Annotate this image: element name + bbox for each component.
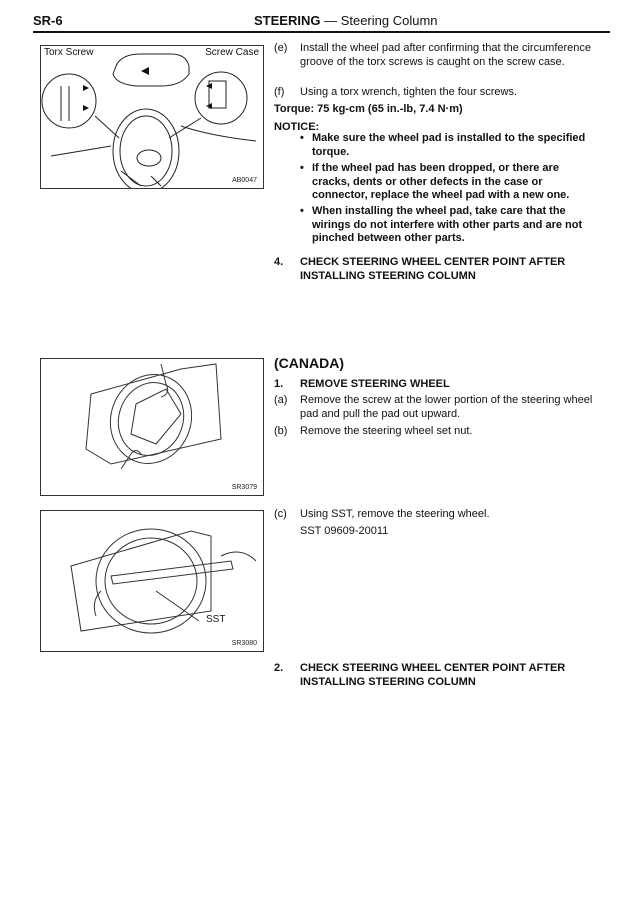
notice-item: • If the wheel pad has been dropped, or there are cracks, dents or other defects in the case or connector, replace the wheel pad with a new one. <box>300 162 570 201</box>
figure-code: SR3080 <box>231 640 257 647</box>
notice-item: • Make sure the wheel pad is installed to the specified torque. <box>300 132 586 158</box>
sst-number: SST 09609-20011 <box>300 525 389 537</box>
notice-item: • When installing the wheel pad, take care that the wirings do not interfere with other parts and are not pinched between other parts. <box>300 205 583 244</box>
section-title-bold: STEERING <box>254 13 321 28</box>
figure-code: AB0047 <box>232 177 257 184</box>
figure-torx-screw <box>40 45 264 189</box>
screw-case-label: Screw Case <box>205 47 259 58</box>
step-text: Using SST, remove the steering wheel. <box>300 508 490 520</box>
figure-remove-pad-drawing <box>41 359 263 495</box>
figure-remove-pad <box>40 358 264 496</box>
step-number: 1. <box>274 378 284 390</box>
step-b <box>274 425 595 439</box>
step-marker: (b) <box>274 425 288 437</box>
step-marker: (a) <box>274 394 288 406</box>
canada-title: (CANADA) <box>274 355 344 371</box>
step-marker: (e) <box>274 42 288 54</box>
step-a <box>274 394 595 421</box>
step-4 <box>274 256 600 283</box>
notice-text: If the wheel pad has been dropped, or there are cracks, dents or other defects in the case or connector, replace the wheel pad with a new one. <box>312 162 570 201</box>
step-heading: CHECK STEERING WHEEL CENTER POINT AFTER INSTALLING STEERING COLUMN <box>300 662 566 688</box>
torx-screw-label: Torx Screw <box>44 47 94 58</box>
step-1 <box>274 378 600 392</box>
notice-title: NOTICE: <box>274 121 320 133</box>
step-2 <box>274 662 600 689</box>
notice-text: Make sure the wheel pad is installed to the specified torque. <box>312 132 586 158</box>
step-e <box>274 42 595 69</box>
step-text: Install the wheel pad after confirming that the circumference groove of the torx screws is caught on the screw case. <box>300 42 592 68</box>
figure-torx-drawing <box>41 46 263 188</box>
figure-remove-wheel <box>40 510 264 652</box>
figure-remove-wheel-drawing <box>41 511 263 651</box>
figure-code: SR3079 <box>231 484 257 491</box>
page-id: SR-6 <box>33 13 63 28</box>
step-marker: (f) <box>274 86 285 98</box>
step-heading: CHECK STEERING WHEEL CENTER POINT AFTER INSTALLING STEERING COLUMN <box>300 256 566 282</box>
step-c <box>274 508 595 522</box>
section-title-rest: — Steering Column <box>320 13 438 28</box>
step-heading: REMOVE STEERING WHEEL <box>300 378 450 390</box>
step-f <box>274 86 595 100</box>
torque-spec: Torque: 75 kg-cm (65 in.-lb, 7.4 N·m) <box>274 103 463 115</box>
page-header <box>33 13 610 33</box>
step-number: 4. <box>274 256 284 268</box>
notice-text: When installing the wheel pad, take care that the wirings do not interfere with other parts and are not pinched between other parts. <box>312 205 583 244</box>
sst-label: SST <box>206 614 226 625</box>
step-number: 2. <box>274 662 284 674</box>
step-text: Remove the steering wheel set nut. <box>300 425 473 437</box>
step-marker: (c) <box>274 508 287 520</box>
section-title <box>254 13 438 28</box>
step-text: Remove the screw at the lower portion of the steering wheel pad and pull the pad out upward. <box>300 394 593 420</box>
step-text: Using a torx wrench, tighten the four screws. <box>300 86 518 98</box>
